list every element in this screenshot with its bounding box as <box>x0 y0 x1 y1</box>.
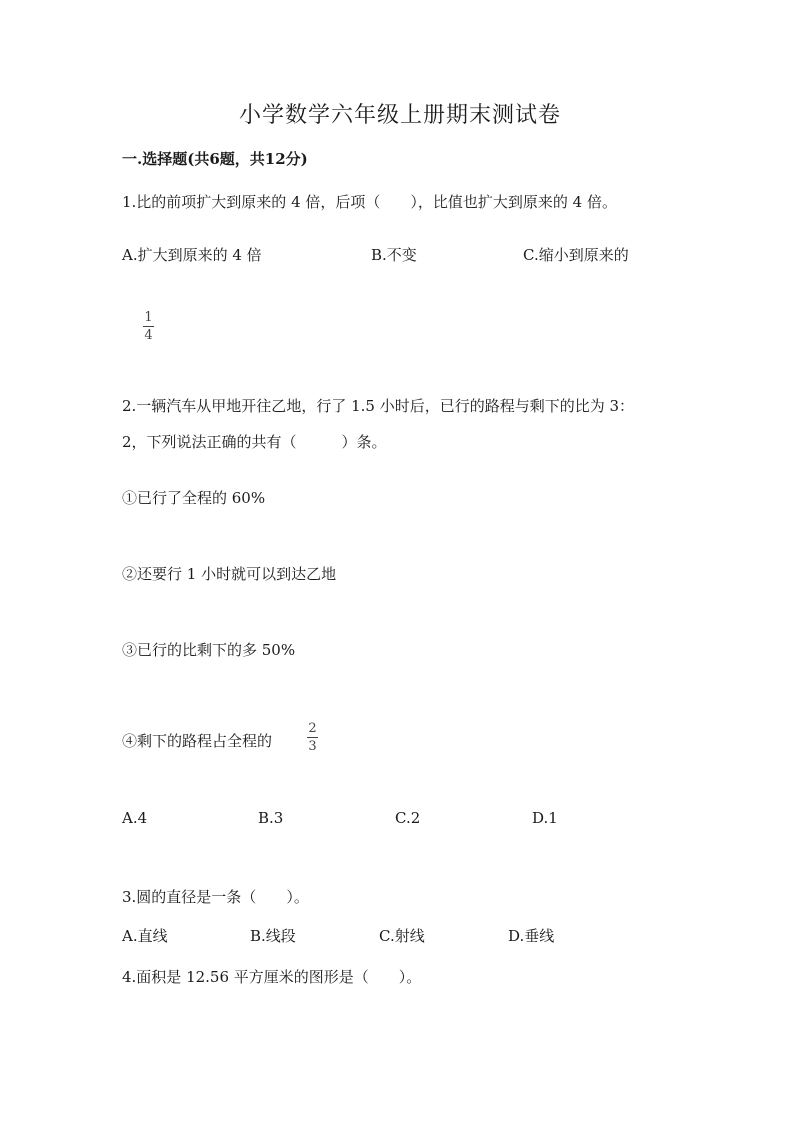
page-title: 小学数学六年级上册期末测试卷 <box>238 103 561 128</box>
question-3-stem: 3.圆的直径是一条（ ）。 <box>122 888 309 906</box>
q1-option-c[interactable]: C.缩小到原来的 <box>523 246 629 264</box>
q2-option-b[interactable]: B.3 <box>258 809 284 827</box>
question-2-stem-line1: 2.一辆汽车从甲地开往乙地，行了 1.5 小时后，已行的路程与剩下的比为 3： <box>122 397 635 415</box>
q3-option-c[interactable]: C.射线 <box>379 927 425 945</box>
q3-option-d[interactable]: D.垂线 <box>508 927 555 945</box>
q1-option-b[interactable]: B.不变 <box>371 246 417 264</box>
section-heading: 一.选择题(共6题，共12分) <box>122 150 308 168</box>
q3-option-b[interactable]: B.线段 <box>250 927 296 945</box>
fraction-bar <box>143 326 154 327</box>
question-1-stem: 1.比的前项扩大到原来的 4 倍，后项（ ），比值也扩大到原来的 4 倍。 <box>122 193 617 211</box>
fraction-bar <box>307 737 318 738</box>
q2-fraction-numerator: 2 <box>308 721 317 736</box>
q2-statement-4: ④剩下的路程占全程的 <box>122 732 273 750</box>
q2-fraction <box>307 722 318 753</box>
q2-statement-3: ③已行的比剩下的多 50% <box>122 641 296 659</box>
q2-fraction-denominator: 3 <box>308 739 317 754</box>
q2-option-d[interactable]: D.1 <box>532 809 558 827</box>
question-4-stem: 4.面积是 12.56 平方厘米的图形是（ ）。 <box>122 968 422 986</box>
q2-statement-1: ①已行了全程的 60% <box>122 489 266 507</box>
q2-option-a[interactable]: A.4 <box>122 809 148 827</box>
q1-fraction-numerator: 1 <box>144 310 153 325</box>
q2-option-c[interactable]: C.2 <box>395 809 421 827</box>
question-2-stem-line2: 2，下列说法正确的共有（ ）条。 <box>122 433 387 451</box>
q1-option-a[interactable]: A.扩大到原来的 4 倍 <box>122 246 262 264</box>
q1-fraction-denominator: 4 <box>144 328 153 343</box>
q3-option-a[interactable]: A.直线 <box>122 927 168 945</box>
q2-statement-2: ②还要行 1 小时就可以到达乙地 <box>122 565 337 583</box>
q1-fraction <box>143 311 154 342</box>
